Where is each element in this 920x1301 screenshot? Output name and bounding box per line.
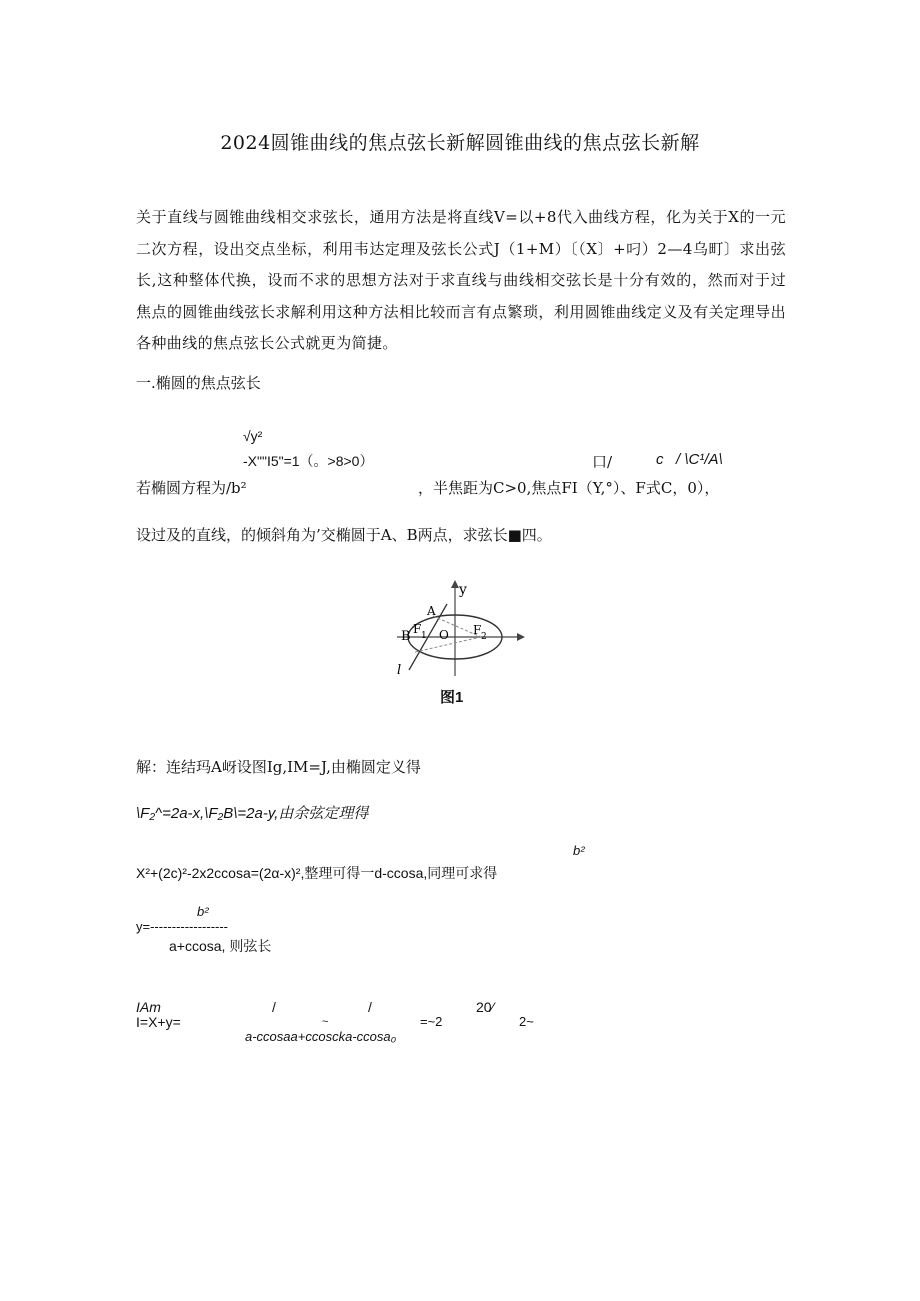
page-title: 2024圆锥曲线的焦点弦长新解圆锥曲线的焦点弦长新解 bbox=[220, 132, 700, 154]
formula-lhs: I=X+y= bbox=[136, 1014, 181, 1030]
eq-right-b: c bbox=[656, 451, 664, 468]
formula-eq2: =~2 bbox=[420, 1014, 443, 1029]
formula-20: 20⁄ bbox=[476, 999, 494, 1015]
formula-2tilde: 2~ bbox=[519, 1014, 534, 1029]
formula-tilde: ~ bbox=[322, 1016, 329, 1028]
formula-denominator: a-ccosaa+ccoscka-ccosa₀ bbox=[245, 1029, 397, 1044]
figure-caption: 图1 bbox=[440, 689, 464, 706]
eq-suffix: ，半焦距为C>0,焦点FI（Y,°）、F式C，0）， bbox=[418, 479, 720, 497]
solution-line-4: y=------------------ bbox=[136, 919, 229, 934]
line-setup: 设过及的直线，的倾斜角为’交椭圆于A、B两点，求弦长■四。 bbox=[136, 526, 552, 544]
x-axis-arrow bbox=[517, 633, 525, 641]
label-b: B bbox=[401, 629, 411, 644]
formula-slash-1: / bbox=[272, 999, 276, 1015]
eq-sqrt-y2: √y² bbox=[243, 428, 263, 444]
label-l: l bbox=[397, 663, 402, 678]
solution-b2-a: b² bbox=[573, 843, 585, 858]
solution-line-3: X²+(2c)²-2x2ccosa=(2α-x)²,整理可得一d-ccosa,同理可求得 bbox=[136, 865, 498, 881]
intro-paragraph: 关于直线与圆锥曲线相交求弦长，通用方法是将直线V=以+8代入曲线方程，化为关于X的一元二次方程，设出交点坐标，利用韦达定理及弦长公式J（1+M）〔（X〕+叼）2—4乌町〕求出弦长,这种整体代换，设而不求的思想方法对于求直线与曲线相交弦长是十分有效的，然而对于过焦点的圆锥曲线弦长求解利用这种方法相比较而言有点繁琐，利用圆锥曲线定义及有关定理导出各种曲线的焦点弦长公式就更为简捷。 bbox=[136, 208, 786, 352]
label-f2-sub: 2 bbox=[481, 632, 487, 642]
solution-b2-b: b² bbox=[197, 904, 209, 919]
label-f1: F bbox=[413, 622, 422, 636]
label-o: O bbox=[439, 628, 449, 642]
solution-line-1: 解：连结玛A岈设图Ig,IM=J,由椭圆定义得 bbox=[136, 758, 421, 776]
eq-prefix: 若椭圆方程为/b² bbox=[136, 479, 247, 497]
label-f2: F bbox=[473, 623, 482, 637]
formula-slash-2: / bbox=[368, 999, 372, 1015]
eq-right-c: / \C¹/A\ bbox=[676, 451, 723, 468]
ellipse-figure bbox=[395, 578, 525, 680]
label-f1-sub: 1 bbox=[421, 631, 427, 641]
solution-line-2: \F₂^=2a-x,\F₂B\=2a-y,由余弦定理得 bbox=[136, 805, 369, 822]
y-axis-arrow bbox=[451, 580, 459, 588]
formula-iam: IAm bbox=[136, 999, 161, 1015]
label-y: y bbox=[459, 582, 467, 598]
eq-right-a: 口/ bbox=[592, 453, 613, 471]
solution-line-5: a+ccosa, 则弦长 bbox=[169, 938, 272, 954]
section-heading-ellipse: 一.椭圆的焦点弦长 bbox=[136, 374, 261, 392]
eq-line: -X""I5"=1（。>8>0） bbox=[243, 453, 374, 469]
label-a: A bbox=[427, 604, 436, 618]
